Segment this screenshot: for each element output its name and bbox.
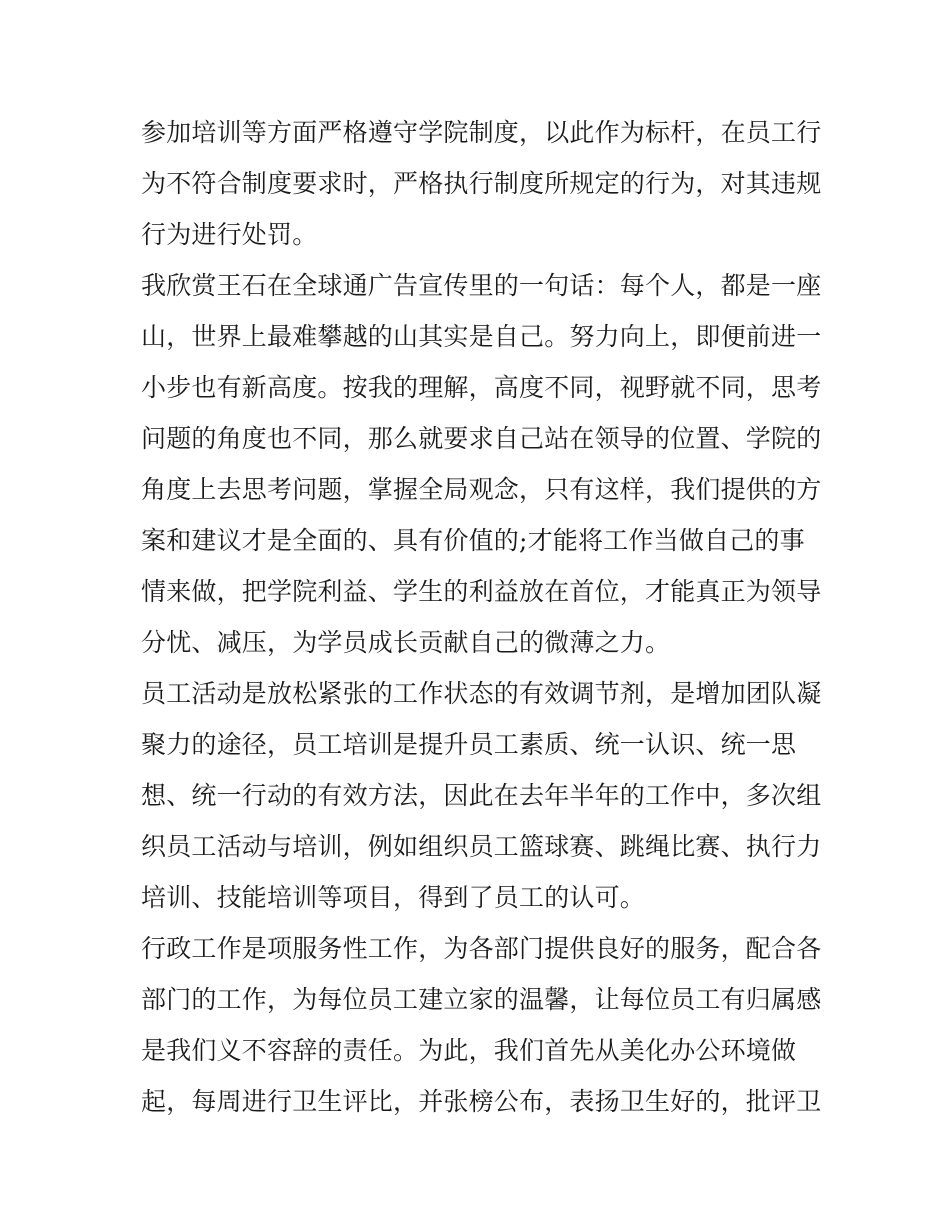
text-line: 部门的工作，为每位员工建立家的温馨，让每位员工有归属感 — [141, 985, 822, 1014]
text-line: 角度上去思考问题，掌握全局观念，只有这样，我们提供的方 — [141, 475, 822, 504]
document-body — [141, 107, 821, 1127]
text-line: 参加培训等方面严格遵守学院制度，以此作为标杆，在员工行 — [141, 118, 822, 147]
text-line: 员工活动是放松紧张的工作状态的有效调节剂，是增加团队凝 — [141, 679, 822, 708]
text-line: 想、统一行动的有效方法，因此在去年半年的工作中，多次组 — [141, 781, 822, 810]
text-line: 聚力的途径，员工培训是提升员工素质、统一认识、统一思 — [141, 730, 797, 759]
text-line: 我欣赏王石在全球通广告宣传里的一句话：每个人，都是一座 — [141, 271, 822, 300]
text-line: 案和建议才是全面的、具有价值的;才能将工作当做自己的事 — [141, 526, 805, 555]
text-line: 行为进行处罚。 — [141, 220, 318, 249]
text-line: 小步也有新高度。按我的理解，高度不同，视野就不同，思考 — [141, 373, 822, 402]
text-line: 行政工作是项服务性工作，为各部门提供良好的服务，配合各 — [141, 934, 822, 963]
text-line: 是我们义不容辞的责任。为此，我们首先从美化办公环境做 — [141, 1036, 797, 1065]
text-line: 山，世界上最难攀越的山其实是自己。努力向上，即便前进一 — [141, 322, 822, 351]
text-line: 问题的角度也不同，那么就要求自己站在领导的位置、学院的 — [141, 424, 822, 453]
text-line: 织员工活动与培训，例如组织员工篮球赛、跳绳比赛、执行力 — [141, 832, 822, 861]
text-line: 为不符合制度要求时，严格执行制度所规定的行为，对其违规 — [141, 169, 822, 198]
text-line: 分忧、减压，为学员成长贡献自己的微薄之力。 — [141, 628, 671, 657]
text-line: 情来做，把学院利益、学生的利益放在首位，才能真正为领导 — [141, 577, 822, 606]
text-line: 培训、技能培训等项目，得到了员工的认可。 — [141, 883, 646, 912]
text-line: 起，每周进行卫生评比，并张榜公布，表扬卫生好的，批评卫 — [141, 1087, 822, 1116]
